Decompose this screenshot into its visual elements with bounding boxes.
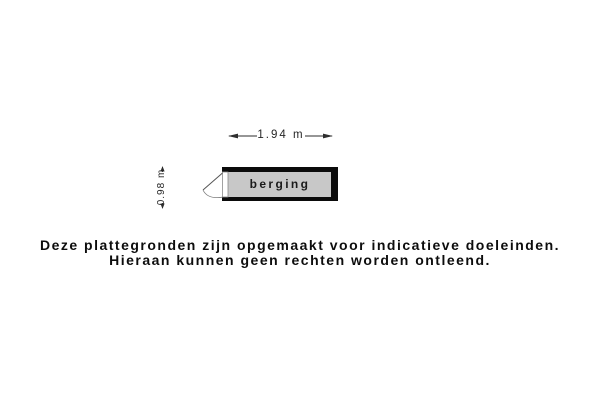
- door-leaf-icon: [203, 173, 223, 190]
- arrow-left-icon: [228, 134, 238, 139]
- height-dimension-label: 0.98 m: [156, 168, 167, 206]
- door-opening: [222, 172, 228, 197]
- disclaimer-line-2: Hieraan kunnen geen rechten worden ontleend.: [109, 251, 491, 268]
- disclaimer-text: [0, 238, 600, 267]
- room-name-label: berging: [249, 177, 311, 191]
- width-dimension-label: 1.94 m: [257, 129, 305, 141]
- door-swing-arc-icon: [203, 190, 223, 198]
- arrow-right-icon: [323, 134, 333, 139]
- disclaimer-line-1: Deze plattegronden zijn opgemaakt voor indicatieve doeleinden.: [39, 237, 561, 253]
